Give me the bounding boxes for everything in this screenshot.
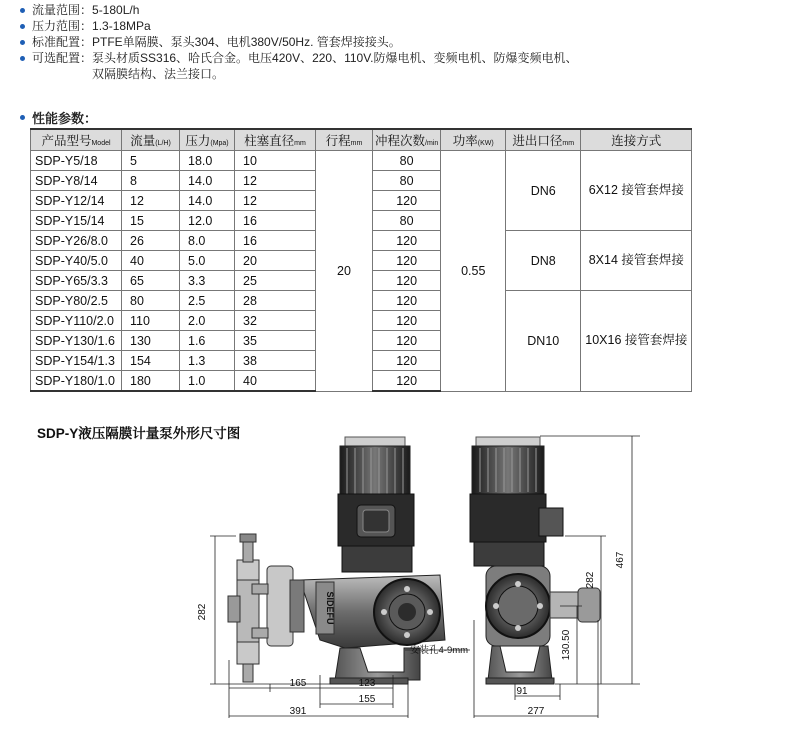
cell-pressure: 12.0 <box>180 211 235 231</box>
spec-value: 5-180L/h <box>92 3 140 17</box>
dim-91: 91 <box>516 686 528 697</box>
bolt-icon <box>404 632 410 638</box>
side-view-pump <box>470 437 600 684</box>
connector-icon <box>252 584 268 594</box>
bolt-icon <box>404 586 410 592</box>
spec-label: 流量范围： <box>32 3 93 17</box>
cell-plunger: 28 <box>235 291 316 311</box>
cell-strokes: 120 <box>373 191 441 211</box>
cell-model: SDP-Y180/1.0 <box>31 371 122 392</box>
cell-pressure: 2.5 <box>180 291 235 311</box>
cell-strokes: 120 <box>373 271 441 291</box>
cell-plunger: 10 <box>235 151 316 171</box>
dim-277: 277 <box>527 706 545 717</box>
header-main: 进出口径 <box>512 134 563 148</box>
spec-value: 泵头材质SS316、哈氏合金。电压420V、220、110V.防爆电机、变频电机、防爆变频电机、 双隔膜结构、法兰接口。 <box>92 51 578 81</box>
header-main: 连接方式 <box>611 134 662 148</box>
side-valve-icon <box>550 592 580 618</box>
cell-plunger: 38 <box>235 351 316 371</box>
base-plate-icon <box>486 678 554 684</box>
header-main: 压力 <box>185 134 211 148</box>
cell-flow: 110 <box>122 311 180 331</box>
cell-flow: 26 <box>122 231 180 251</box>
performance-title: 性能参数： <box>32 111 98 126</box>
header-main: 产品型号 <box>41 134 92 148</box>
cell-flow: 8 <box>122 171 180 191</box>
motor-icon <box>340 446 410 496</box>
dim-165: 165 <box>289 678 307 689</box>
suction-pipe-icon <box>243 664 253 682</box>
cell-model: SDP-Y5/18 <box>31 151 122 171</box>
cell-plunger: 35 <box>235 331 316 351</box>
dim-282-left: 282 <box>197 603 208 621</box>
cell-flow: 40 <box>122 251 180 271</box>
cell-strokes: 120 <box>373 311 441 331</box>
header-unit: Model <box>91 140 111 147</box>
cell-model: SDP-Y80/2.5 <box>31 291 122 311</box>
spec-label: 标准配置： <box>32 35 93 49</box>
cell-model: SDP-Y110/2.0 <box>31 311 122 331</box>
header-main: 功率 <box>452 134 478 148</box>
header-main: 冲程次数 <box>375 134 426 148</box>
mount-hole-label: 安装孔4-9mm <box>410 645 469 656</box>
bolt-icon <box>537 603 543 609</box>
cell-flow: 130 <box>122 331 180 351</box>
cell-pressure: 14.0 <box>180 191 235 211</box>
cell-model: SDP-Y154/1.3 <box>31 351 122 371</box>
pump-base-icon <box>488 646 552 680</box>
cell-model: SDP-Y15/14 <box>31 211 122 231</box>
brand-text: SIDEFU <box>325 591 335 625</box>
cell-flow: 80 <box>122 291 180 311</box>
cell-pressure: 1.3 <box>180 351 235 371</box>
dim-123: 123 <box>358 678 376 689</box>
motor-body-icon <box>470 494 546 542</box>
pump-head-icon <box>267 566 293 646</box>
cell-plunger: 12 <box>235 191 316 211</box>
cell-model: SDP-Y130/1.6 <box>31 331 122 351</box>
cell-strokes: 80 <box>373 151 441 171</box>
header-unit: (L/H) <box>155 140 171 147</box>
connector-icon <box>252 628 268 638</box>
cell-plunger: 25 <box>235 271 316 291</box>
junction-box-icon <box>539 508 563 536</box>
cell-plunger: 40 <box>235 371 316 392</box>
header-main: 流量 <box>130 134 156 148</box>
side-port-icon <box>228 596 240 622</box>
suction-valve-icon <box>237 642 259 664</box>
cell-pressure: 5.0 <box>180 251 235 271</box>
cell-strokes: 120 <box>373 371 441 392</box>
side-connector-icon <box>578 588 600 622</box>
motor-icon <box>472 446 544 494</box>
cell-model: SDP-Y8/14 <box>31 171 122 191</box>
cell-pressure: 1.0 <box>180 371 235 392</box>
cell-plunger: 16 <box>235 211 316 231</box>
cell-flow: 180 <box>122 371 180 392</box>
header-unit: mm <box>350 140 363 147</box>
cell-model: SDP-Y65/3.3 <box>31 271 122 291</box>
cell-model: SDP-Y12/14 <box>31 191 122 211</box>
bolt-icon <box>515 625 521 631</box>
dim-155: 155 <box>358 694 376 705</box>
cell-diameter-group-3: DN10 <box>506 291 581 392</box>
cell-model: SDP-Y26/8.0 <box>31 231 122 251</box>
bolt-icon <box>427 609 433 615</box>
dim-391: 391 <box>289 706 307 717</box>
cell-pressure: 14.0 <box>180 171 235 191</box>
header-main: 柱塞直径 <box>244 134 295 148</box>
cell-strokes: 120 <box>373 251 441 271</box>
cell-pressure: 1.6 <box>180 331 235 351</box>
cell-stroke-merged: 20 <box>316 151 373 392</box>
cell-strokes: 120 <box>373 291 441 311</box>
cell-strokes: 120 <box>373 351 441 371</box>
cell-flow: 65 <box>122 271 180 291</box>
cell-diameter-group-1: DN6 <box>506 151 581 231</box>
cell-plunger: 12 <box>235 171 316 191</box>
header-unit: mm <box>562 140 575 147</box>
cell-connection-group-3: 10X16 接管套焊接 <box>581 291 692 392</box>
motor-flange-icon <box>474 542 544 566</box>
drawing-title: SDP-Y液压隔膜计量泵外形尺寸图 <box>37 426 241 441</box>
header-unit: /min <box>425 140 439 147</box>
spec-value: PTFE单隔膜、泵头304、电机380V/50Hz. 管套焊接接头。 <box>92 35 401 49</box>
pump-head-hub-icon <box>498 586 538 626</box>
cell-strokes: 120 <box>373 231 441 251</box>
header-unit: (KW) <box>477 140 494 147</box>
cell-strokes: 80 <box>373 211 441 231</box>
spec-value: 1.3-18MPa <box>92 19 151 33</box>
cell-connection-group-1: 6X12 接管套焊接 <box>581 151 692 231</box>
cell-plunger: 20 <box>235 251 316 271</box>
cell-flow: 12 <box>122 191 180 211</box>
cell-strokes: 80 <box>373 171 441 191</box>
bolt-icon <box>381 609 387 615</box>
discharge-nut-icon <box>240 534 256 542</box>
pump-base-icon <box>335 648 420 680</box>
dim-467: 467 <box>615 551 626 569</box>
flange-center-icon <box>398 603 416 621</box>
cell-plunger: 32 <box>235 311 316 331</box>
cell-connection-group-2: 8X14 接管套焊接 <box>581 231 692 291</box>
cell-model: SDP-Y40/5.0 <box>31 251 122 271</box>
bolt-icon <box>515 581 521 587</box>
cell-pressure: 3.3 <box>180 271 235 291</box>
bolt-icon <box>493 603 499 609</box>
header-unit: mm <box>294 140 306 147</box>
header-main: 行程 <box>325 134 351 148</box>
pump-head-flange-icon <box>290 580 304 632</box>
cell-pressure: 8.0 <box>180 231 235 251</box>
junction-box-cover-icon <box>363 510 389 532</box>
cell-plunger: 16 <box>235 231 316 251</box>
cell-diameter-group-2: DN8 <box>506 231 581 291</box>
cell-pressure: 18.0 <box>180 151 235 171</box>
spec-label: 可选配置： <box>32 51 93 65</box>
spec-label: 压力范围： <box>32 19 93 33</box>
cell-pressure: 2.0 <box>180 311 235 331</box>
header-unit: (Mpa) <box>210 140 229 147</box>
discharge-pipe-icon <box>243 540 253 562</box>
cell-flow: 154 <box>122 351 180 371</box>
cell-power-merged: 0.55 <box>441 151 506 392</box>
dim-282-right: 282 <box>585 571 596 589</box>
cell-flow: 15 <box>122 211 180 231</box>
cell-strokes: 120 <box>373 331 441 351</box>
dim-130-50: 130.50 <box>561 629 572 661</box>
discharge-valve-icon <box>237 560 259 580</box>
cell-flow: 5 <box>122 151 180 171</box>
motor-flange-icon <box>342 546 412 572</box>
